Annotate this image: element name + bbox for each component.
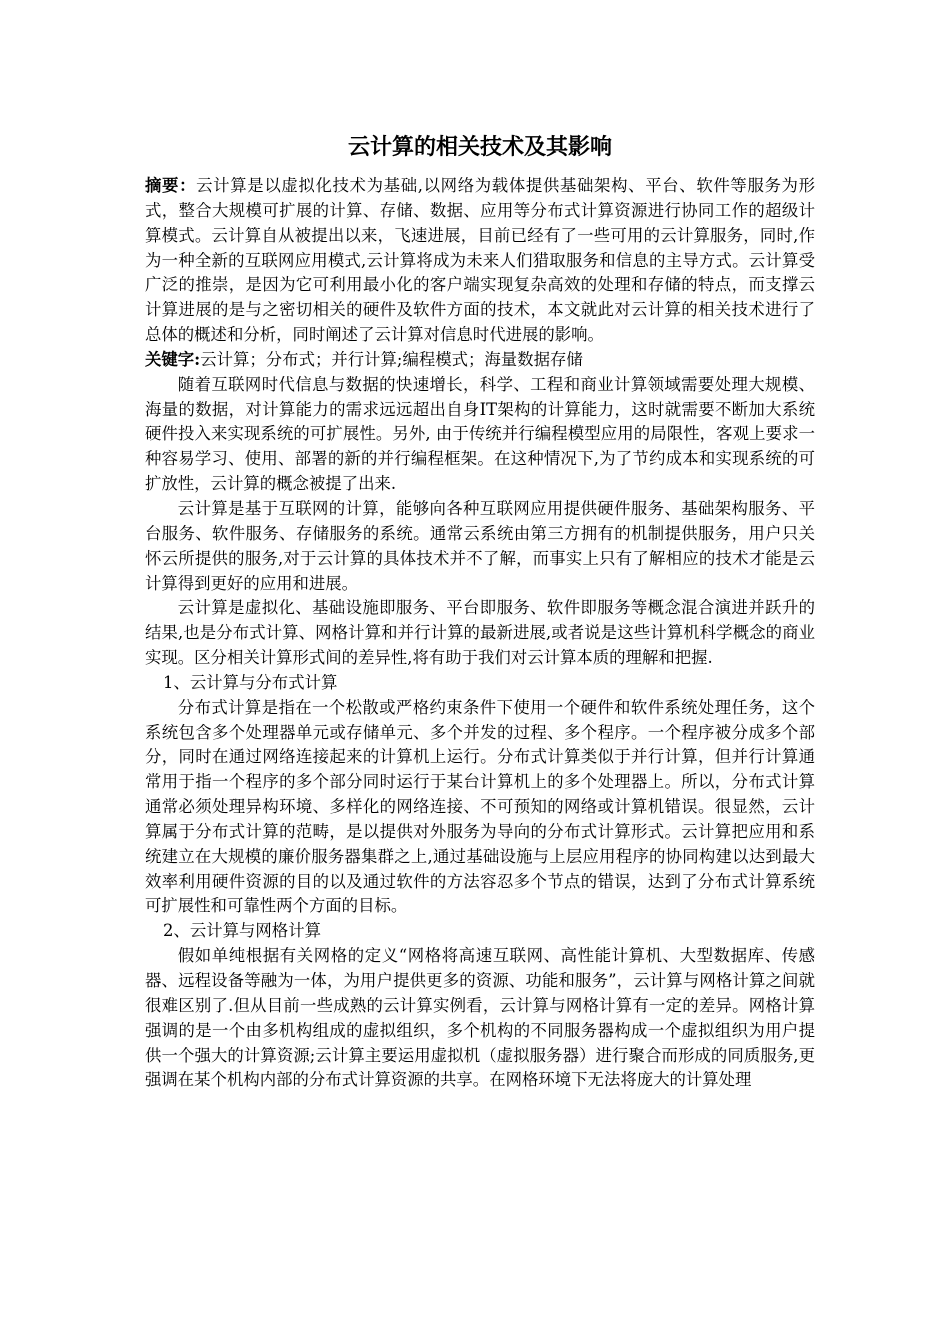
section-1-paragraph: 分布式计算是指在一个松散或严格约束条件下使用一个硬件和软件系统处理任务，这个系统包含多个处理器单元或存储单元、多个并发的过程、多个程序。一个程序被分成多个部分，同时在通过网络连接起来的计算机上运行。分布式计算类似于并行计算，但并行计算通常用于指一个程序的多个部分同时运行于某台计算机上的多个处理器上。所以，分布式计算通常必须处理异构环境、多样化的网络连接、不可预知的网络或计算机错误。很显然，云计算属于分布式计算的范畴，是以提供对外服务为导向的分布式计算形式。云计算把应用和系统建立在大规模的廉价服务器集群之上,通过基础设施与上层应用程序的协同构建以达到最大效率利用硬件资源的目的以及通过软件的方法容忍多个节点的错误，达到了分布式计算系统可扩展性和可靠性两个方面的目标。	[145, 697, 815, 916]
section-heading-1: 1、云计算与分布式计算	[163, 672, 338, 692]
keywords-paragraph	[145, 348, 815, 373]
section-2-paragraph: 假如单纯根据有关网格的定义“网格将高速互联网、高性能计算机、大型数据库、传感器、远程设备等融为一体，为用户提供更多的资源、功能和服务”，云计算与网格计算之间就很难区别了.但从目前一些成熟的云计算实例看，云计算与网格计算有一定的差异。网格计算强调的是一个由多机构组成的虚拟组织，多个机构的不同服务器构成一个虚拟组织为用户提供一个强大的计算资源;云计算主要运用虚拟机（虚拟服务器）进行聚合而形成的同质服务,更强调在某个机构内部的分布式计算资源的共享。在网格环境下无法将庞大的计算处理	[145, 946, 815, 1090]
body-paragraph-3: 云计算是虚拟化、基础设施即服务、平台即服务、软件即服务等概念混合演进并跃升的结果,也是分布式计算、网格计算和并行计算的最新进展,或者说是这些计算机科学概念的商业实现。区分相关计算形式间的差异性,将有助于我们对云计算本质的理解和把握.	[145, 598, 815, 668]
abstract-text: 云计算是以虚拟化技术为基础,以网络为载体提供基础架构、平台、软件等服务为形式，整合大规模可扩展的计算、存储、数据、应用等分布式计算资源进行协同工作的超级计算模式。云计算自从被提出以来，飞速进展，目前已经有了一些可用的云计算服务，同时,作为一种全新的互联网应用模式,云计算将成为未来人们猎取服务和信息的主导方式。云计算受广泛的推崇，是因为它可利用最小化的客户端实现复杂高效的处理和存储的特点，而支撑云计算进展的是与之密切相关的硬件及软件方面的技术，本文就此对云计算的相关技术进行了总体的概述和分析，同时阐述了云计算对信息时代进展的影响。	[145, 176, 815, 345]
abstract-label: 摘要：	[145, 176, 197, 195]
keywords-text: 云计算；分布式；并行计算;编程模式；海量数据存储	[200, 349, 583, 369]
document-title: 云计算的相关技术及其影响	[347, 134, 612, 160]
body-paragraph-1: 随着互联网时代信息与数据的快速增长，科学、工程和商业计算领域需要处理大规模、海量的数据，对计算能力的需求远远超出自身IT架构的计算能力，这时就需要不断加大系统硬件投入来实现系统的可扩展性。另外, 由于传统并行编程模型应用的局限性，客观上要求一种容易学习、使用、部署的新的并行编程框架。在这种情况下,为了节约成本和实现系统的可扩放性，云计算的概念被提了出来.	[145, 374, 815, 494]
section-heading-2: 2、云计算与网格计算	[163, 921, 321, 941]
keywords-label: 关键字:	[145, 349, 201, 369]
abstract-paragraph	[145, 174, 815, 348]
body-paragraph-2: 云计算是基于互联网的计算，能够向各种互联网应用提供硬件服务、基础架构服务、平台服务、软件服务、存储服务的系统。通常云系统由第三方拥有的机制提供服务，用户只关怀云所提供的服务,对于云计算的具体技术并不了解，而事实上只有了解相应的技术才能是云计算得到更好的应用和进展。	[145, 498, 815, 593]
document-page	[145, 128, 815, 1093]
